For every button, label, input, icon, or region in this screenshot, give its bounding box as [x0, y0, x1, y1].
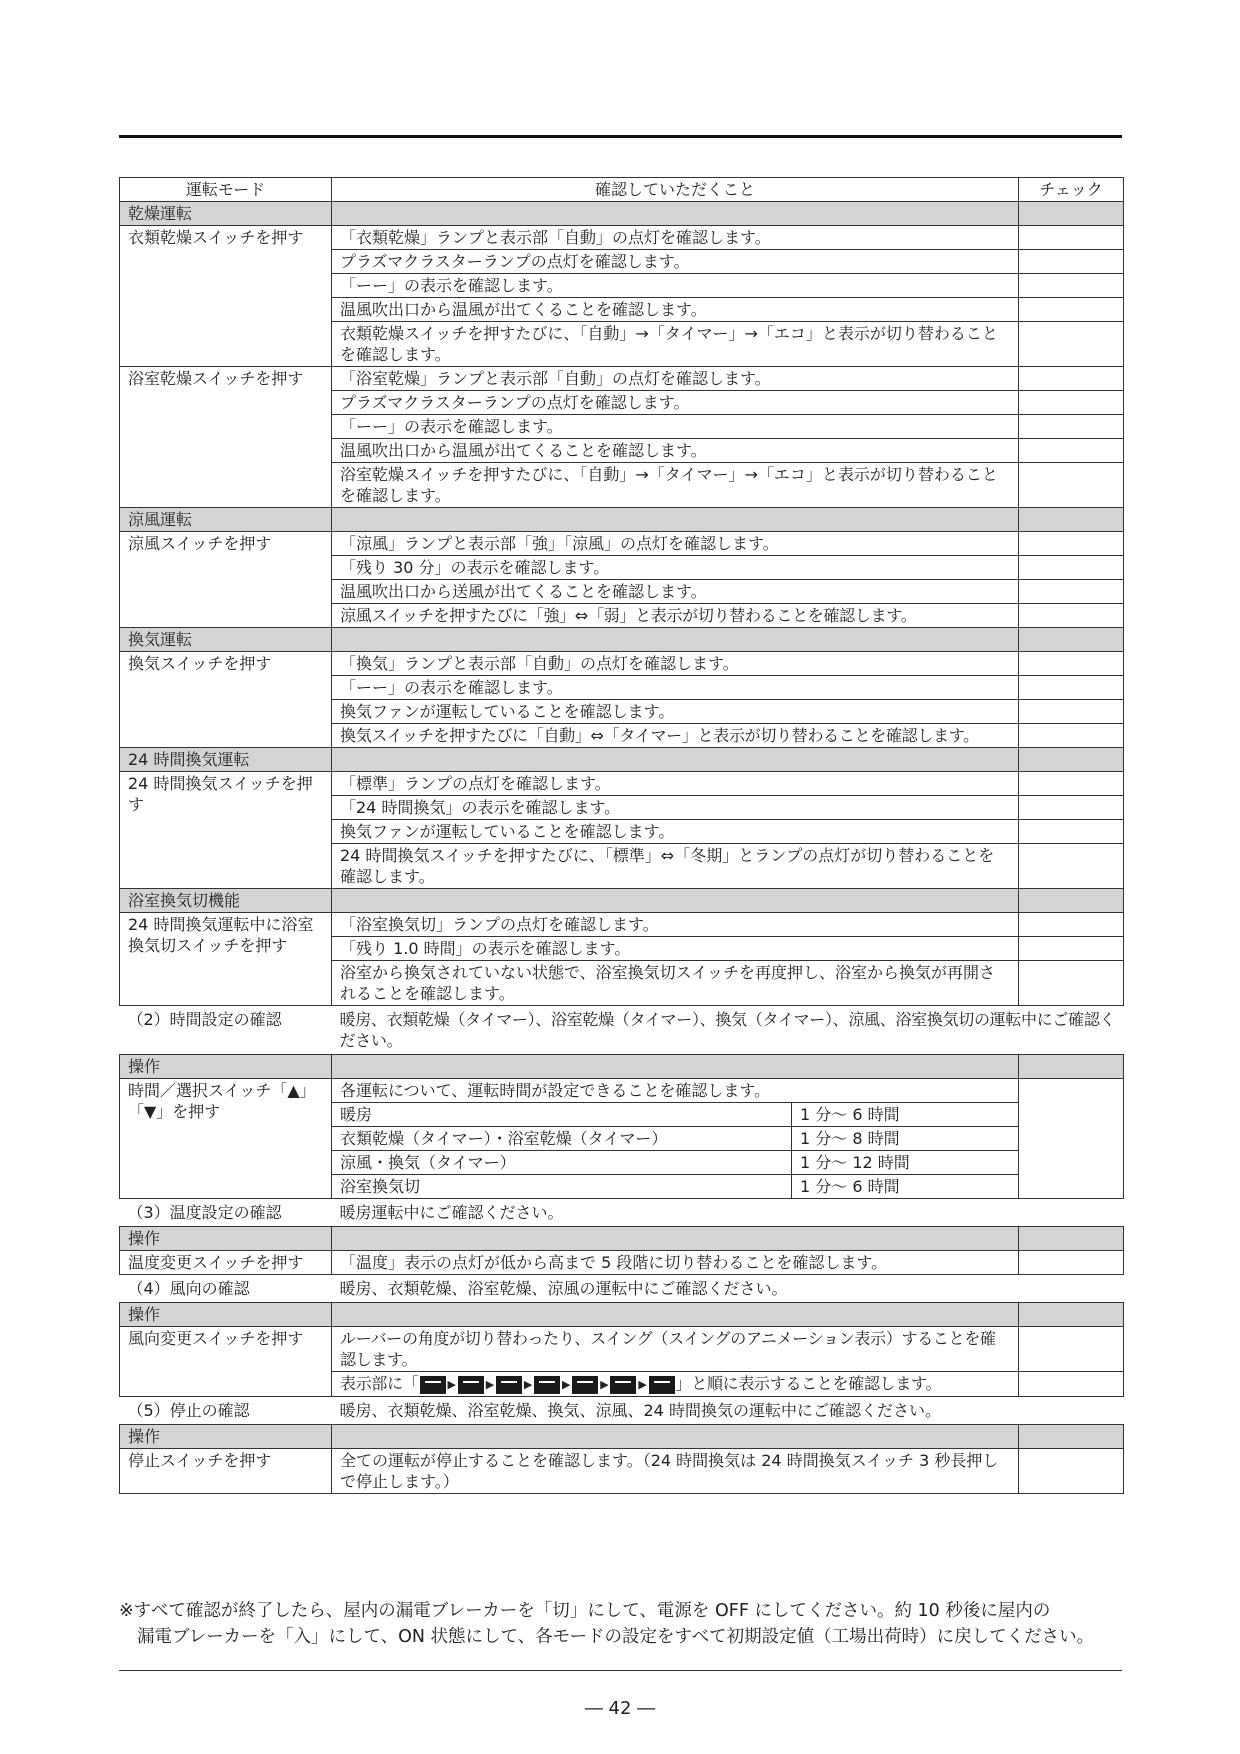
check-box[interactable] — [1019, 274, 1124, 298]
section-note: 暖房、衣類乾燥、浴室乾燥、涼風の運転中にご確認ください。 — [332, 1275, 1124, 1303]
category-row — [120, 1425, 1124, 1449]
table-row — [120, 1449, 1124, 1494]
arrow-right-icon: ▶ — [485, 1378, 494, 1391]
table-row — [120, 772, 1124, 796]
check-item: 「温度」表示の点灯が低から高まで 5 段階に切り替わることを確認します。 — [332, 1251, 1019, 1275]
operation-label: 換気スイッチを押す — [120, 652, 332, 748]
check-box[interactable] — [1019, 772, 1124, 796]
check-item: 「涼風」ランプと表示部「強」「涼風」の点灯を確認します。 — [332, 532, 1019, 556]
check-box[interactable] — [1019, 439, 1124, 463]
table-row — [120, 652, 1124, 676]
check-item: 温風吹出口から温風が出てくることを確認します。 — [332, 439, 1019, 463]
top-rule — [119, 135, 1122, 138]
check-box[interactable] — [1019, 1449, 1124, 1494]
check-item: 「24 時間換気」の表示を確認します。 — [332, 796, 1019, 820]
operation-label: 24 時間換気運転中に浴室換気切スイッチを押す — [120, 913, 332, 1006]
check-box[interactable] — [1019, 298, 1124, 322]
operation-label: 風向変更スイッチを押す — [120, 1327, 332, 1397]
check-item: 浴室から換気されていない状態で、浴室換気切スイッチを再度押し、浴室から換気が再開されることを確認します。 — [332, 961, 1019, 1006]
category-row — [120, 202, 1124, 226]
arrow-right-icon: ▶ — [523, 1378, 533, 1391]
check-item: ルーバーの角度が切り替わったり、スイング（スイングのアニメーション表示）することを確認します。 — [332, 1327, 1019, 1372]
section-heading-row — [120, 1199, 1124, 1227]
category-row — [120, 1227, 1124, 1251]
check-box[interactable] — [1019, 556, 1124, 580]
display-sequence-prefix: 表示部に「 — [340, 1374, 419, 1393]
check-box[interactable] — [1019, 367, 1124, 391]
page-number: ― 42 ― — [584, 1698, 656, 1719]
check-box[interactable] — [1019, 961, 1124, 1006]
table-row — [120, 913, 1124, 937]
display-sequence-suffix: 」と順に表示することを確認します。 — [675, 1374, 942, 1393]
check-box[interactable] — [1019, 1079, 1124, 1199]
louver-position-6-icon — [610, 1376, 636, 1394]
check-box[interactable] — [1019, 580, 1124, 604]
operation-label: 時間／選択スイッチ「▲」「▼」を押す — [120, 1079, 332, 1199]
category-row — [120, 628, 1124, 652]
check-box[interactable] — [1019, 652, 1124, 676]
check-item: 24 時間換気スイッチを押すたびに、「標準」⇔「冬期」とランプの点灯が切り替わることを確認します。 — [332, 844, 1019, 889]
time-range: 1 分～ 8 時間 — [792, 1127, 1019, 1151]
check-item — [332, 1372, 1019, 1397]
check-box[interactable] — [1019, 796, 1124, 820]
bottom-rule — [119, 1670, 1122, 1671]
check-item: 「浴室換気切」ランプの点灯を確認します。 — [332, 913, 1019, 937]
operation-label: 停止スイッチを押す — [120, 1449, 332, 1494]
check-box[interactable] — [1019, 391, 1124, 415]
time-mode: 涼風・換気（タイマー） — [332, 1151, 792, 1175]
check-item: 「衣類乾燥」ランプと表示部「自動」の点灯を確認します。 — [332, 226, 1019, 250]
check-item: 各運転について、運転時間が設定できることを確認します。 — [332, 1079, 1019, 1103]
arrow-right-icon: ▶ — [562, 1378, 571, 1391]
check-item: 「標準」ランプの点灯を確認します。 — [332, 772, 1019, 796]
check-table — [119, 177, 1124, 1494]
check-box[interactable] — [1019, 322, 1124, 367]
check-item: 衣類乾燥スイッチを押すたびに、「自動」→「タイマー」→「エコ」と表示が切り替わることを確認します。 — [332, 322, 1019, 367]
operation-label: 浴室乾燥スイッチを押す — [120, 367, 332, 508]
check-box[interactable] — [1019, 820, 1124, 844]
category-label: 操作 — [120, 1227, 332, 1251]
arrow-right-icon: ▶ — [600, 1378, 609, 1391]
check-box[interactable] — [1019, 226, 1124, 250]
category-label: 換気運転 — [120, 628, 332, 652]
section-heading: （5）停止の確認 — [120, 1397, 332, 1425]
category-row — [120, 1055, 1124, 1079]
check-box[interactable] — [1019, 937, 1124, 961]
check-item: 温風吹出口から送風が出てくることを確認します。 — [332, 580, 1019, 604]
time-mode: 浴室換気切 — [332, 1175, 792, 1199]
category-row — [120, 1303, 1124, 1327]
check-box[interactable] — [1019, 532, 1124, 556]
section-note: 暖房運転中にご確認ください。 — [332, 1199, 1124, 1227]
check-item: 「換気」ランプと表示部「自動」の点灯を確認します。 — [332, 652, 1019, 676]
louver-position-1-icon — [420, 1376, 446, 1394]
check-box[interactable] — [1019, 1251, 1124, 1275]
check-item: プラズマクラスターランプの点灯を確認します。 — [332, 250, 1019, 274]
check-item: 「ーー」の表示を確認します。 — [332, 676, 1019, 700]
louver-position-2-icon — [458, 1376, 484, 1394]
check-item: 「残り 1.0 時間」の表示を確認します。 — [332, 937, 1019, 961]
check-item: プラズマクラスターランプの点灯を確認します。 — [332, 391, 1019, 415]
section-heading-row — [120, 1397, 1124, 1425]
check-item: 換気ファンが運転していることを確認します。 — [332, 820, 1019, 844]
table-row — [120, 1327, 1124, 1372]
arrow-right-icon: ▶ — [638, 1378, 647, 1391]
category-label: 涼風運転 — [120, 508, 332, 532]
category-label: 乾燥運転 — [120, 202, 332, 226]
arrow-right-icon: ▶ — [447, 1378, 456, 1391]
time-mode: 暖房 — [332, 1103, 792, 1127]
header-check-items: 確認していただくこと — [332, 178, 1019, 202]
check-item: 「ーー」の表示を確認します。 — [332, 415, 1019, 439]
louver-swing-icon — [649, 1376, 675, 1394]
check-box[interactable] — [1019, 1327, 1124, 1372]
operation-label: 24 時間換気スイッチを押す — [120, 772, 332, 889]
operation-label: 温度変更スイッチを押す — [120, 1251, 332, 1275]
category-label: 操作 — [120, 1303, 332, 1327]
check-item: 浴室乾燥スイッチを押すたびに、「自動」→「タイマー」→「エコ」と表示が切り替わることを確認します。 — [332, 463, 1019, 508]
section-note: 暖房、衣類乾燥（タイマー）、浴室乾燥（タイマー）、換気（タイマー）、涼風、浴室換気切の運転中にご確認ください。 — [332, 1006, 1124, 1055]
time-range: 1 分～ 12 時間 — [792, 1151, 1019, 1175]
check-item: 温風吹出口から温風が出てくることを確認します。 — [332, 298, 1019, 322]
section-heading: （4）風向の確認 — [120, 1275, 332, 1303]
header-check: チェック — [1019, 178, 1124, 202]
category-row — [120, 508, 1124, 532]
check-box[interactable] — [1019, 1372, 1124, 1397]
check-item: 換気スイッチを押すたびに「自動」⇔「タイマー」と表示が切り替わることを確認します。 — [332, 724, 1019, 748]
table-header — [120, 178, 1124, 202]
time-mode: 衣類乾燥（タイマー）・浴室乾燥（タイマー） — [332, 1127, 792, 1151]
check-item: 「浴室乾燥」ランプと表示部「自動」の点灯を確認します。 — [332, 367, 1019, 391]
table-row — [120, 1251, 1124, 1275]
check-box[interactable] — [1019, 415, 1124, 439]
check-box[interactable] — [1019, 913, 1124, 937]
footnote — [119, 1598, 1129, 1650]
section-note: 暖房、衣類乾燥、浴室乾燥、換気、涼風、24 時間換気の運転中にご確認ください。 — [332, 1397, 1124, 1425]
check-item: 換気ファンが運転していることを確認します。 — [332, 700, 1019, 724]
check-box[interactable] — [1019, 463, 1124, 508]
check-box[interactable] — [1019, 724, 1124, 748]
section-heading: （3）温度設定の確認 — [120, 1199, 332, 1227]
category-row — [120, 748, 1124, 772]
check-item: 涼風スイッチを押すたびに「強」⇔「弱」と表示が切り替わることを確認します。 — [332, 604, 1019, 628]
check-box[interactable] — [1019, 700, 1124, 724]
section-heading: （2）時間設定の確認 — [120, 1006, 332, 1055]
table-row — [120, 1079, 1124, 1103]
table-row — [120, 226, 1124, 250]
check-item: 全ての運転が停止することを確認します。（24 時間換気は 24 時間換気スイッチ 3 秒長押しで停止します。） — [332, 1449, 1019, 1494]
louver-position-5-icon — [572, 1376, 598, 1394]
table-row — [120, 532, 1124, 556]
check-item: 「残り 30 分」の表示を確認します。 — [332, 556, 1019, 580]
category-label: 操作 — [120, 1055, 332, 1079]
louver-position-4-icon — [534, 1376, 560, 1394]
category-label: 操作 — [120, 1425, 332, 1449]
section-heading-row — [120, 1006, 1124, 1055]
check-box[interactable] — [1019, 250, 1124, 274]
check-box[interactable] — [1019, 844, 1124, 889]
check-box[interactable] — [1019, 676, 1124, 700]
category-label: 24 時間換気運転 — [120, 748, 332, 772]
check-item: 「ーー」の表示を確認します。 — [332, 274, 1019, 298]
category-row — [120, 889, 1124, 913]
louver-position-3-icon — [496, 1376, 522, 1394]
table-row — [120, 367, 1124, 391]
time-range: 1 分～ 6 時間 — [792, 1103, 1019, 1127]
operation-label: 衣類乾燥スイッチを押す — [120, 226, 332, 367]
operation-label: 涼風スイッチを押す — [120, 532, 332, 628]
footnote-line-2: 漏電ブレーカーを「入」にして、ON 状態にして、各モードの設定をすべて初期設定値（工場出荷時）に戻してください。 — [137, 1627, 1095, 1647]
category-label: 浴室換気切機能 — [120, 889, 332, 913]
footnote-line-1: ※すべて確認が終了したら、屋内の漏電ブレーカーを「切」にして、電源を OFF にしてください。約 10 秒後に屋内の — [119, 1601, 1051, 1621]
time-range: 1 分～ 6 時間 — [792, 1175, 1019, 1199]
header-mode: 運転モード — [120, 178, 332, 202]
section-heading-row — [120, 1275, 1124, 1303]
check-box[interactable] — [1019, 604, 1124, 628]
